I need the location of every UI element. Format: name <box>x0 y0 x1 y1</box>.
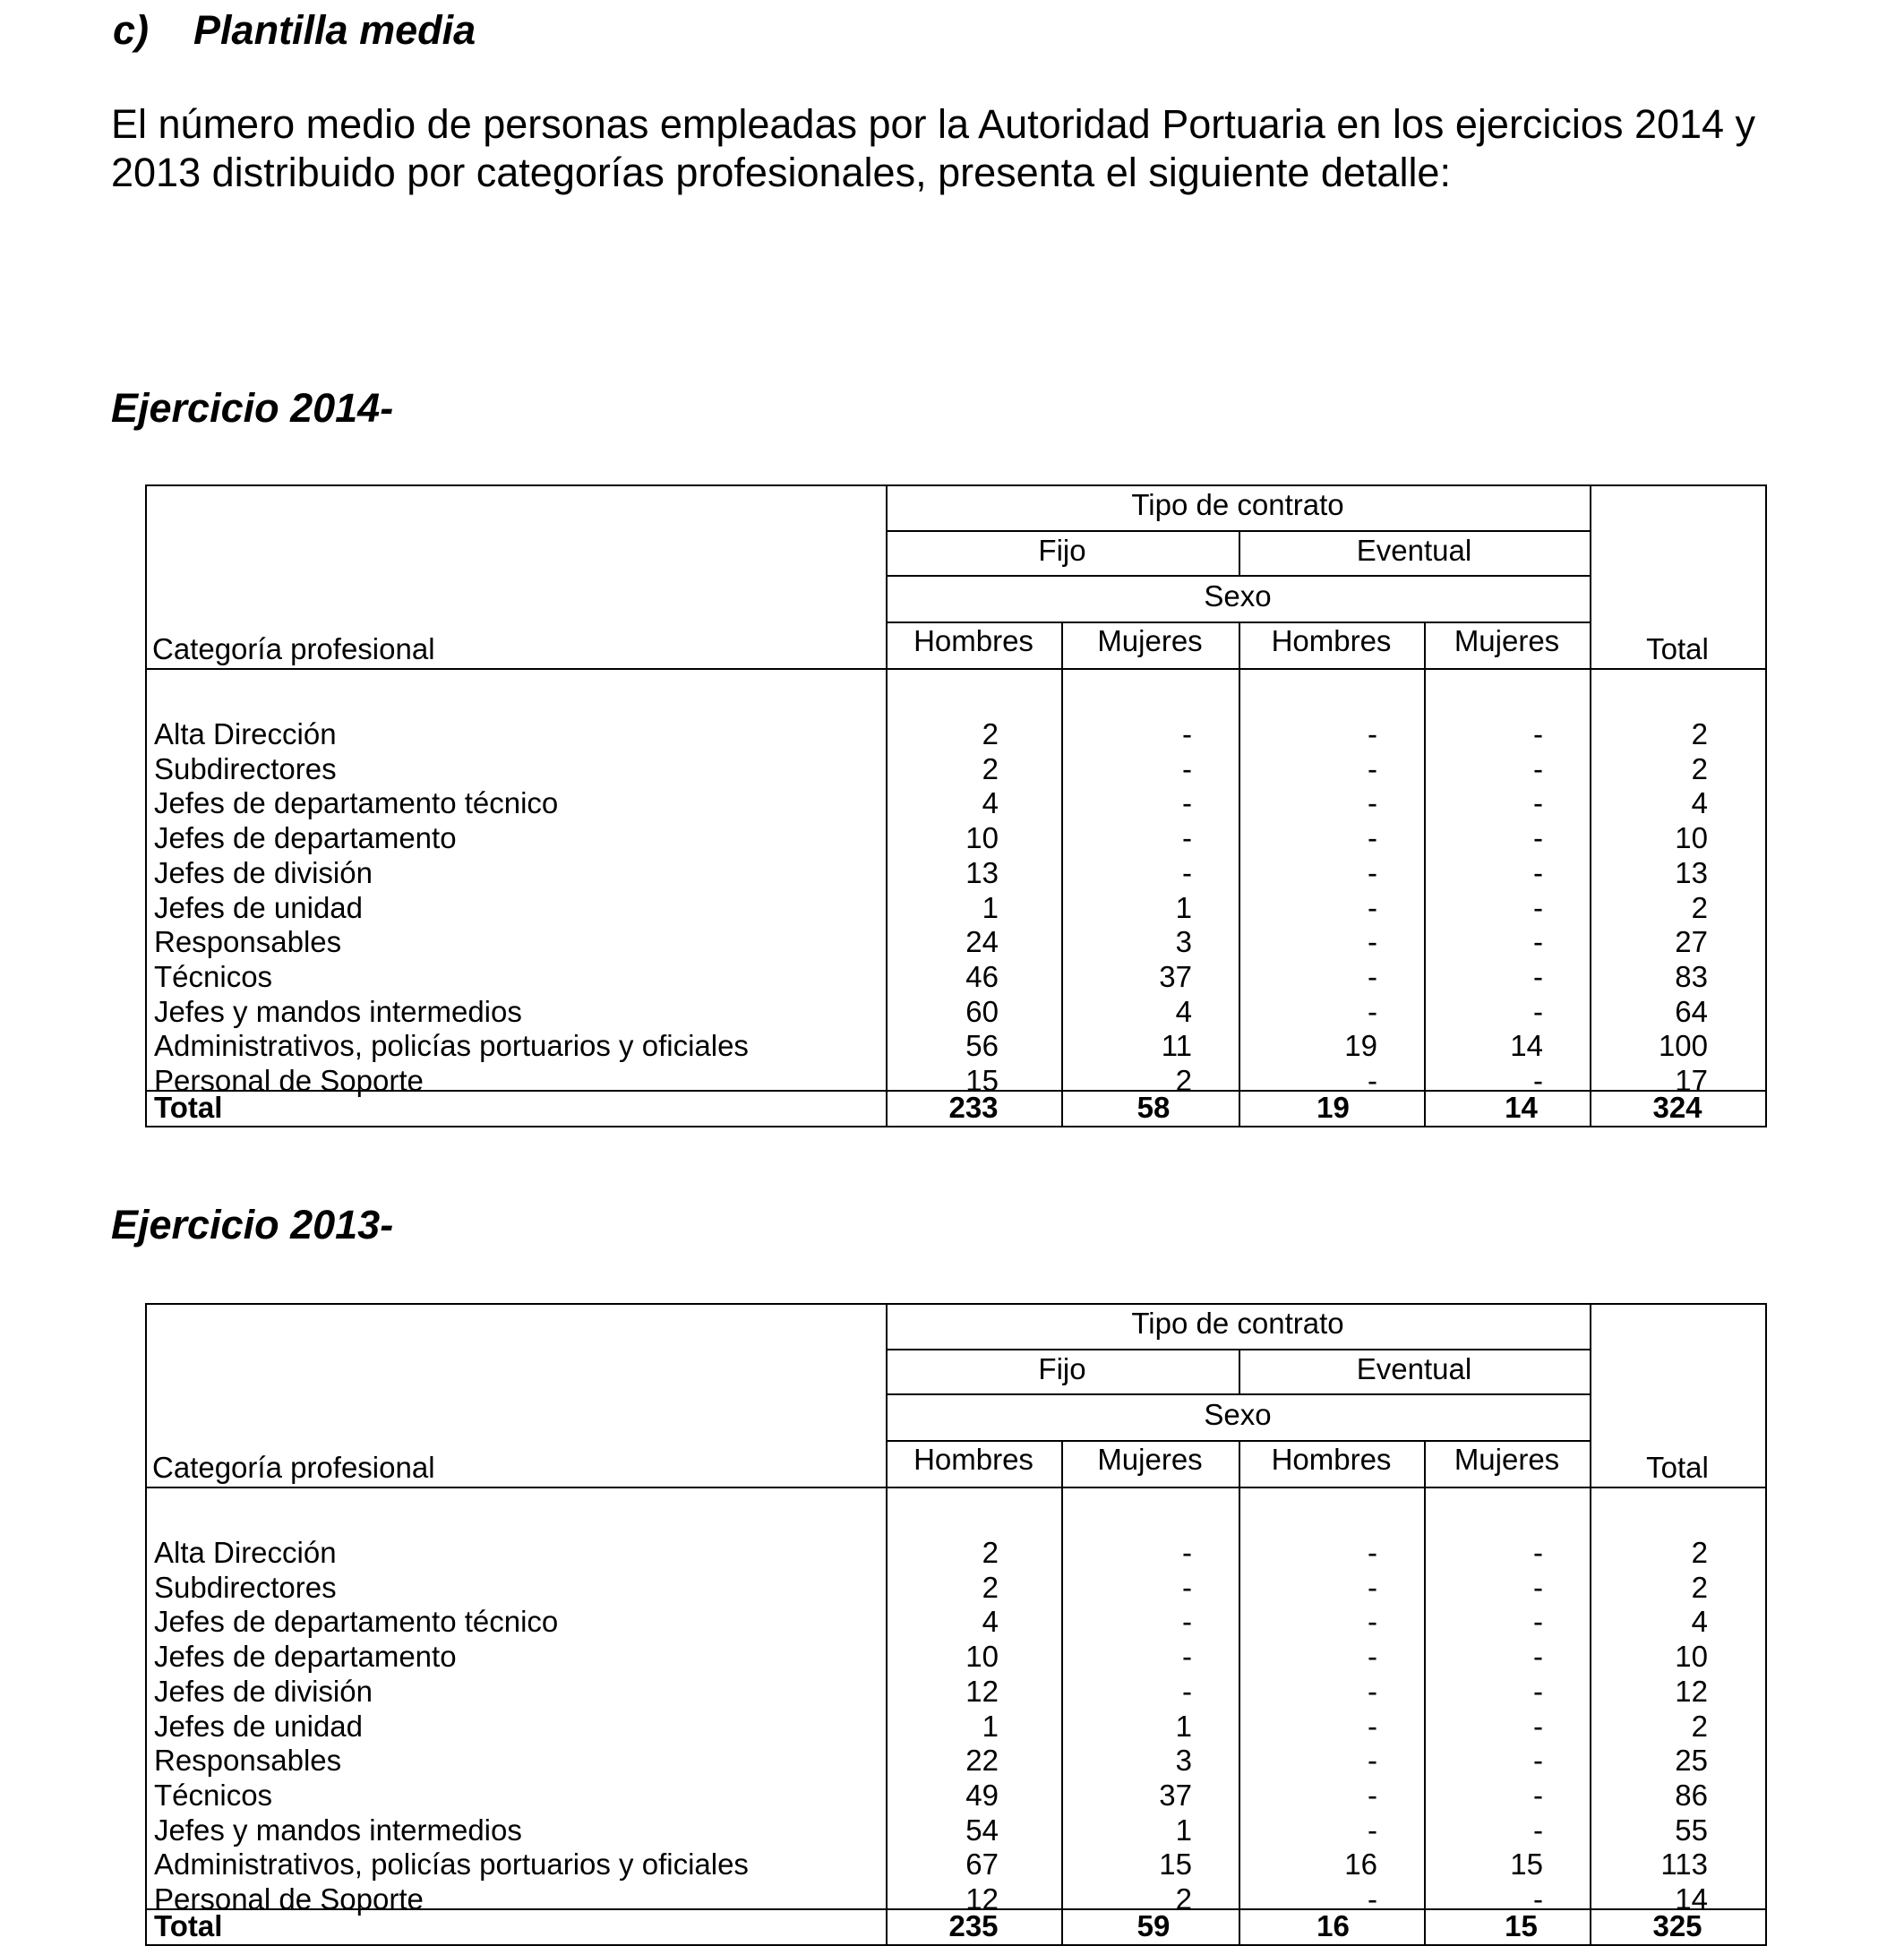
cell-fijo-hombres: 13 <box>965 855 999 889</box>
cell-fijo-hombres: 2 <box>982 717 999 750</box>
cell-fijo-hombres: 10 <box>965 821 999 855</box>
cell-total: 10 <box>1675 1640 1708 1674</box>
total-eventual-hombres: 16 <box>1317 1909 1350 1942</box>
row-category: Jefes de división <box>154 1674 373 1708</box>
cell-fijo-mujeres: - <box>1182 751 1192 785</box>
cell-fijo-mujeres: - <box>1182 1536 1192 1569</box>
cell-eventual-hombres: - <box>1368 751 1377 785</box>
cell-fijo-mujeres: - <box>1182 1605 1192 1639</box>
row-category: Personal de Soporte <box>154 1064 424 1097</box>
total-fijo-hombres: 233 <box>948 1091 999 1124</box>
header-hombres: Hombres <box>913 1443 1033 1476</box>
cell-total: 2 <box>1691 1709 1708 1743</box>
row-category: Responsables <box>154 1744 342 1778</box>
cell-eventual-hombres: - <box>1368 1605 1377 1639</box>
header-mujeres: Mujeres <box>1097 1443 1203 1476</box>
cell-eventual-mujeres: 14 <box>1510 1029 1543 1063</box>
cell-eventual-mujeres: - <box>1533 959 1543 993</box>
header-mujeres: Mujeres <box>1454 624 1560 657</box>
total-eventual-hombres: 19 <box>1317 1091 1350 1124</box>
cell-eventual-hombres: - <box>1368 994 1377 1028</box>
row-category: Jefes de departamento <box>154 1640 457 1674</box>
cell-eventual-hombres: 19 <box>1344 1029 1377 1063</box>
cell-eventual-mujeres: - <box>1533 1709 1543 1743</box>
cell-eventual-mujeres: - <box>1533 1605 1543 1639</box>
cell-fijo-mujeres: - <box>1182 1570 1192 1604</box>
cell-fijo-hombres: 22 <box>965 1744 999 1778</box>
total-eventual-mujeres: 15 <box>1505 1909 1538 1942</box>
cell-total: 13 <box>1675 855 1708 889</box>
cell-fijo-hombres: 1 <box>982 890 999 924</box>
cell-total: 2 <box>1691 717 1708 750</box>
header-category: Categoría profesional <box>152 1451 435 1484</box>
header-mujeres: Mujeres <box>1454 1443 1560 1476</box>
cell-eventual-hombres: - <box>1368 821 1377 855</box>
cell-total: 55 <box>1675 1813 1708 1847</box>
row-category: Alta Dirección <box>154 1536 337 1569</box>
total-fijo-hombres: 235 <box>948 1909 999 1942</box>
table-border <box>1590 1303 1591 1946</box>
cell-total: 2 <box>1691 1536 1708 1569</box>
row-category: Jefes de división <box>154 855 373 889</box>
header-contract-type: Tipo de contrato <box>1131 1307 1344 1340</box>
cell-fijo-hombres: 56 <box>965 1029 999 1063</box>
cell-eventual-mujeres: - <box>1533 1536 1543 1569</box>
total-eventual-mujeres: 14 <box>1505 1091 1538 1124</box>
header-contract-type: Tipo de contrato <box>1131 488 1344 521</box>
cell-fijo-mujeres: - <box>1182 1674 1192 1708</box>
header-hombres: Hombres <box>913 624 1033 657</box>
total-total: 325 <box>1652 1909 1702 1942</box>
cell-fijo-hombres: 46 <box>965 959 999 993</box>
cell-total: 10 <box>1675 821 1708 855</box>
cell-eventual-hombres: - <box>1368 1882 1377 1916</box>
cell-fijo-hombres: 10 <box>965 1640 999 1674</box>
cell-eventual-mujeres: - <box>1533 1674 1543 1708</box>
cell-fijo-mujeres: 37 <box>1159 1778 1192 1812</box>
cell-fijo-hombres: 2 <box>982 1536 999 1569</box>
cell-eventual-mujeres: - <box>1533 890 1543 924</box>
cell-fijo-hombres: 67 <box>965 1847 999 1882</box>
header-mujeres: Mujeres <box>1097 624 1203 657</box>
cell-fijo-hombres: 4 <box>982 1605 999 1639</box>
total-label: Total <box>154 1909 223 1942</box>
cell-eventual-hombres: - <box>1368 1813 1377 1847</box>
cell-total: 14 <box>1675 1882 1708 1916</box>
row-category: Personal de Soporte <box>154 1882 424 1916</box>
cell-total: 4 <box>1691 786 1708 820</box>
cell-fijo-hombres: 60 <box>965 994 999 1028</box>
table-border <box>1765 1303 1767 1946</box>
cell-fijo-mujeres: - <box>1182 855 1192 889</box>
row-category: Jefes de departamento técnico <box>154 1605 559 1639</box>
cell-eventual-mujeres: - <box>1533 1813 1543 1847</box>
cell-fijo-hombres: 24 <box>965 925 999 959</box>
cell-eventual-mujeres: - <box>1533 1640 1543 1674</box>
header-category: Categoría profesional <box>152 632 435 665</box>
cell-fijo-mujeres: 2 <box>1175 1882 1192 1916</box>
cell-total: 2 <box>1691 1570 1708 1604</box>
cell-eventual-mujeres: - <box>1533 1778 1543 1812</box>
cell-eventual-hombres: - <box>1368 1536 1377 1569</box>
cell-eventual-hombres: - <box>1368 959 1377 993</box>
cell-eventual-hombres: - <box>1368 1640 1377 1674</box>
cell-eventual-hombres: - <box>1368 1064 1377 1097</box>
cell-total: 2 <box>1691 890 1708 924</box>
table-border <box>145 1303 147 1946</box>
header-fijo: Fijo <box>1038 534 1086 567</box>
row-category: Administrativos, policías portuarios y oficiales <box>154 1029 749 1063</box>
cell-eventual-mujeres: - <box>1533 994 1543 1028</box>
cell-fijo-mujeres: 15 <box>1159 1847 1192 1882</box>
cell-fijo-mujeres: 1 <box>1175 1709 1192 1743</box>
table-border <box>145 1303 1767 1305</box>
table-border <box>145 1487 1767 1488</box>
header-sexo: Sexo <box>1204 1398 1272 1431</box>
cell-fijo-mujeres: - <box>1182 786 1192 820</box>
cell-eventual-mujeres: - <box>1533 1570 1543 1604</box>
header-total: Total <box>1646 632 1709 665</box>
table-title-2014: Ejercicio 2014- <box>111 385 394 431</box>
row-category: Alta Dirección <box>154 717 337 750</box>
cell-total: 83 <box>1675 959 1708 993</box>
row-category: Jefes y mandos intermedios <box>154 994 522 1028</box>
cell-fijo-mujeres: 3 <box>1175 925 1192 959</box>
row-category: Administrativos, policías portuarios y oficiales <box>154 1847 749 1882</box>
cell-fijo-hombres: 12 <box>965 1882 999 1916</box>
cell-fijo-hombres: 4 <box>982 786 999 820</box>
intro-paragraph: El número medio de personas empleadas por la Autoridad Portuaria en los ejercicios 2014 y 2013 distribuido por categorías profesionales, presenta el siguiente detalle: <box>111 101 1756 195</box>
table-border <box>886 1349 1590 1350</box>
table-border <box>1424 1440 1426 1946</box>
cell-eventual-hombres: - <box>1368 855 1377 889</box>
cell-eventual-hombres: - <box>1368 1778 1377 1812</box>
cell-eventual-mujeres: - <box>1533 717 1543 750</box>
header-hombres: Hombres <box>1271 624 1392 657</box>
cell-fijo-hombres: 2 <box>982 1570 999 1604</box>
cell-eventual-mujeres: - <box>1533 925 1543 959</box>
cell-total: 64 <box>1675 994 1708 1028</box>
cell-eventual-mujeres: - <box>1533 855 1543 889</box>
header-eventual: Eventual <box>1356 1352 1472 1385</box>
cell-eventual-hombres: - <box>1368 925 1377 959</box>
cell-eventual-hombres: - <box>1368 1674 1377 1708</box>
section-letter: c) <box>113 7 150 53</box>
cell-fijo-hombres: 15 <box>965 1064 999 1097</box>
cell-total: 12 <box>1675 1674 1708 1708</box>
total-fijo-mujeres: 59 <box>1136 1909 1171 1942</box>
cell-eventual-hombres: - <box>1368 1570 1377 1604</box>
cell-eventual-mujeres: - <box>1533 1744 1543 1778</box>
cell-fijo-mujeres: - <box>1182 1640 1192 1674</box>
row-category: Técnicos <box>154 959 273 993</box>
cell-total: 25 <box>1675 1744 1708 1778</box>
header-eventual: Eventual <box>1356 534 1472 567</box>
cell-fijo-hombres: 1 <box>982 1709 999 1743</box>
row-category: Jefes de unidad <box>154 1709 364 1743</box>
cell-eventual-mujeres: 15 <box>1510 1847 1543 1882</box>
cell-total: 17 <box>1675 1064 1708 1097</box>
cell-eventual-hombres: - <box>1368 1709 1377 1743</box>
row-category: Subdirectores <box>154 1570 337 1604</box>
cell-fijo-hombres: 2 <box>982 751 999 785</box>
cell-eventual-hombres: - <box>1368 717 1377 750</box>
total-fijo-mujeres: 58 <box>1136 1091 1171 1124</box>
cell-fijo-mujeres: - <box>1182 717 1192 750</box>
header-sexo: Sexo <box>1204 579 1272 613</box>
cell-fijo-mujeres: 37 <box>1159 959 1192 993</box>
section-title: Plantilla media <box>193 7 476 53</box>
table-border <box>1239 1440 1240 1946</box>
cell-total: 27 <box>1675 925 1708 959</box>
cell-fijo-mujeres: 1 <box>1175 890 1192 924</box>
cell-fijo-mujeres: - <box>1182 821 1192 855</box>
cell-eventual-mujeres: - <box>1533 821 1543 855</box>
table-border <box>1061 1440 1063 1946</box>
cell-eventual-mujeres: - <box>1533 1882 1543 1916</box>
cell-fijo-mujeres: 1 <box>1175 1813 1192 1847</box>
table-title-2013: Ejercicio 2013- <box>111 1202 394 1247</box>
cell-fijo-hombres: 49 <box>965 1778 999 1812</box>
cell-fijo-hombres: 12 <box>965 1674 999 1708</box>
table-border <box>886 1393 1590 1395</box>
total-total: 324 <box>1652 1091 1702 1124</box>
header-hombres: Hombres <box>1271 1443 1392 1476</box>
cell-eventual-hombres: - <box>1368 1744 1377 1778</box>
cell-fijo-mujeres: 2 <box>1175 1064 1192 1097</box>
row-category: Subdirectores <box>154 751 337 785</box>
cell-total: 100 <box>1658 1029 1708 1063</box>
row-category: Jefes de departamento técnico <box>154 786 559 820</box>
row-category: Jefes de departamento <box>154 821 457 855</box>
cell-eventual-hombres: 16 <box>1344 1847 1377 1882</box>
header-fijo: Fijo <box>1038 1352 1086 1385</box>
cell-fijo-mujeres: 4 <box>1175 994 1192 1028</box>
row-category: Jefes de unidad <box>154 890 364 924</box>
row-category: Responsables <box>154 925 342 959</box>
cell-eventual-hombres: - <box>1368 890 1377 924</box>
cell-eventual-mujeres: - <box>1533 751 1543 785</box>
cell-total: 4 <box>1691 1605 1708 1639</box>
cell-eventual-mujeres: - <box>1533 786 1543 820</box>
cell-total: 113 <box>1660 1847 1708 1882</box>
cell-total: 2 <box>1691 751 1708 785</box>
header-total: Total <box>1646 1451 1709 1484</box>
cell-fijo-mujeres: 11 <box>1161 1029 1192 1063</box>
row-category: Técnicos <box>154 1778 273 1812</box>
total-label: Total <box>154 1091 223 1124</box>
cell-eventual-mujeres: - <box>1533 1064 1543 1097</box>
row-category: Jefes y mandos intermedios <box>154 1813 522 1847</box>
cell-eventual-hombres: - <box>1368 786 1377 820</box>
cell-fijo-hombres: 54 <box>965 1813 999 1847</box>
cell-fijo-mujeres: 3 <box>1175 1744 1192 1778</box>
cell-total: 86 <box>1675 1778 1708 1812</box>
table-border <box>886 1440 1590 1442</box>
